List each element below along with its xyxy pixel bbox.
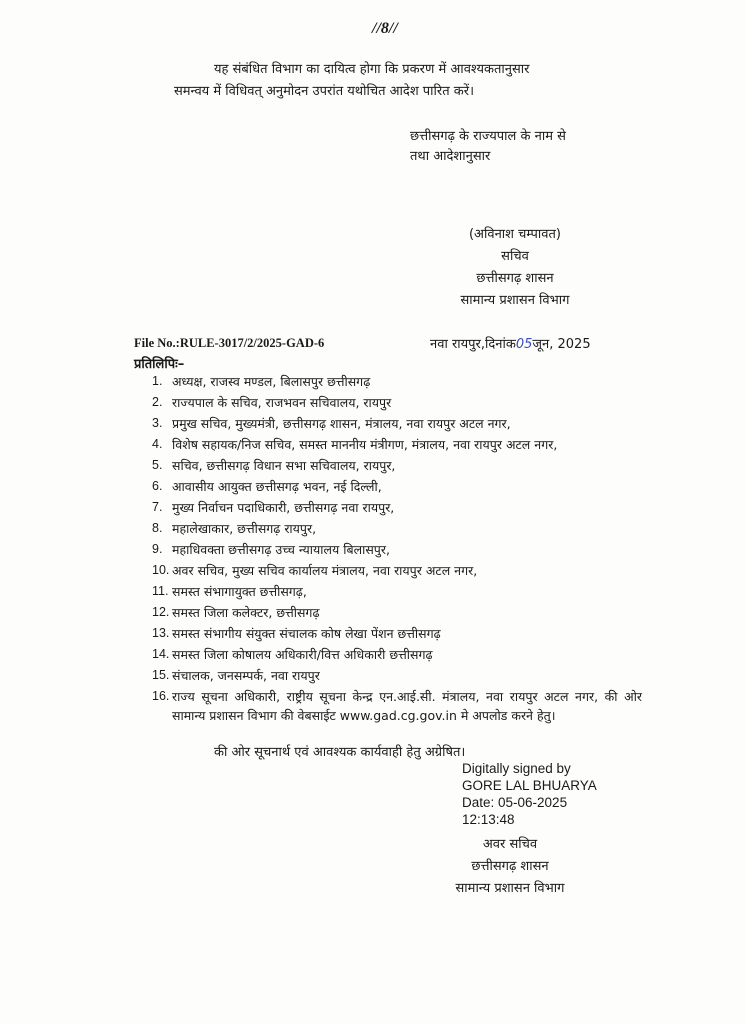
list-item <box>152 498 642 517</box>
governor-order-line-1: छत्तीसगढ़ के राज्यपाल के नाम से <box>410 129 566 144</box>
list-item <box>152 624 642 643</box>
list-item-number: 11. <box>152 584 169 598</box>
signatory2-designation: अवर सचिव <box>482 837 538 852</box>
date-day-handwritten: 05 <box>515 337 533 352</box>
list-item-number: 5. <box>152 458 163 472</box>
list-item-text: प्रमुख सचिव, मुख्यमंत्री, छत्तीसगढ़ शासन, मंत्रालय, नवा रायपुर अटल नगर, <box>172 416 511 431</box>
list-item <box>152 372 642 391</box>
list-item-text: समस्त जिला कलेक्टर, छत्तीसगढ़ <box>172 605 320 620</box>
signatory-name: (अविनाश चम्पावत) <box>468 227 562 242</box>
date-prefix: नवा रायपुर,दिनांक <box>430 337 516 352</box>
list-item-number: 1. <box>152 374 163 388</box>
list-item-text: समस्त संभागीय संयुक्त संचालक कोष लेखा पेंशन छत्तीसगढ़ <box>172 626 441 641</box>
list-item-text: संचालक, जनसम्पर्क, नवा रायपुर <box>172 668 320 683</box>
list-item-number: 10. <box>152 563 170 577</box>
list-item-text: राज्य सूचना अधिकारी, राष्ट्रीय सूचना केन्द्र एन.आई.सी. मंत्रालय, नवा रायपुर अटल नगर, की ओर सामान्य प्रशासन विभाग की वेबसाईट www.gad.cg.gov.in मे अपलोड करने हेतु। <box>172 689 642 723</box>
list-item-number: 13. <box>152 626 170 640</box>
list-item-text: समस्त संभागायुक्त छत्तीसगढ़, <box>172 584 307 599</box>
list-item-number: 3. <box>152 416 163 430</box>
list-item <box>152 393 642 412</box>
list-item-number: 15. <box>152 668 170 682</box>
signatory2-block <box>420 834 600 900</box>
list-item-text: महालेखाकार, छत्तीसगढ़ रायपुर, <box>172 521 317 536</box>
paragraph-line-1: यह संबंधित विभाग का दायित्व होगा कि प्रकरण में आवश्यकतानुसार <box>214 62 530 77</box>
list-item-text: राज्यपाल के सचिव, राजभवन सचिवालय, रायपुर <box>172 395 392 410</box>
signatory2-govt: छत्तीसगढ़ शासन <box>471 859 549 874</box>
list-item-text: अवर सचिव, मुख्य सचिव कार्यालय मंत्रालय, नवा रायपुर अटल नगर, <box>172 563 478 578</box>
list-item <box>152 666 642 685</box>
list-item-text: सचिव, छत्तीसगढ़ विधान सभा सचिवालय, रायपुर, <box>172 458 396 473</box>
digital-signature: Digitally signed by GORE LAL BHUARYA Date: 05-06-2025 12:13:48 <box>462 761 597 827</box>
list-item-text: अध्यक्ष, राजस्व मण्डल, बिलासपुर छत्तीसगढ़ <box>172 374 371 389</box>
list-item <box>152 456 642 475</box>
list-item <box>152 582 642 601</box>
list-item-text: महाधिवक्ता छत्तीसगढ़ उच्च न्यायालय बिलासपुर, <box>172 542 390 557</box>
list-item-number: 2. <box>152 395 163 409</box>
file-number: File No.:RULE-3017/2/2025-GAD-6 <box>134 336 325 350</box>
date-suffix: जून, 2025 <box>532 337 591 352</box>
date-line <box>430 334 591 352</box>
list-item-text: मुख्य निर्वाचन पदाधिकारी, छत्तीसगढ़ नवा रायपुर, <box>172 500 395 515</box>
list-item-text: आवासीय आयुक्त छत्तीसगढ़ भवन, नई दिल्ली, <box>172 479 382 494</box>
signatory2-dept: सामान्य प्रशासन विभाग <box>455 881 565 896</box>
forwarding-note: की ओर सूचनार्थ एवं आवश्यक कार्यवाही हेतु अग्रेषित। <box>214 745 466 760</box>
list-item <box>152 435 642 454</box>
copies-label: प्रतिलिपिः– <box>134 357 185 372</box>
signatory-block <box>420 224 610 312</box>
signatory-dept: सामान्य प्रशासन विभाग <box>460 293 570 308</box>
list-item-number: 9. <box>152 542 163 556</box>
paragraph-line-2: समन्वय में विधिवत् अनुमोदन उपरांत यथोचित आदेश पारित करें। <box>174 84 475 99</box>
list-item <box>152 540 642 559</box>
governor-order-line-2: तथा आदेशानुसार <box>410 149 491 164</box>
list-item <box>152 414 642 433</box>
list-item-number: 7. <box>152 500 163 514</box>
list-item-number: 4. <box>152 437 163 451</box>
list-item-text: समस्त जिला कोषालय अधिकारी/वित्त अधिकारी छत्तीसगढ़ <box>172 647 433 662</box>
list-item-number: 12. <box>152 605 170 619</box>
list-item <box>152 519 642 538</box>
list-item-number: 14. <box>152 647 170 661</box>
list-item <box>152 477 642 496</box>
signatory-designation: सचिव <box>501 249 529 264</box>
copies-list <box>152 372 642 727</box>
list-item <box>152 561 642 580</box>
list-item <box>152 645 642 664</box>
list-item-text: विशेष सहायक/निज सचिव, समस्त माननीय मंत्रीगण, मंत्रालय, नवा रायपुर अटल नगर, <box>172 437 558 452</box>
list-item-number: 16. <box>152 689 170 703</box>
list-item-number: 8. <box>152 521 163 535</box>
list-item <box>152 603 642 622</box>
list-item <box>152 687 642 725</box>
page-number: //8// <box>372 20 398 37</box>
signatory-govt: छत्तीसगढ़ शासन <box>476 271 554 286</box>
list-item-number: 6. <box>152 479 163 493</box>
